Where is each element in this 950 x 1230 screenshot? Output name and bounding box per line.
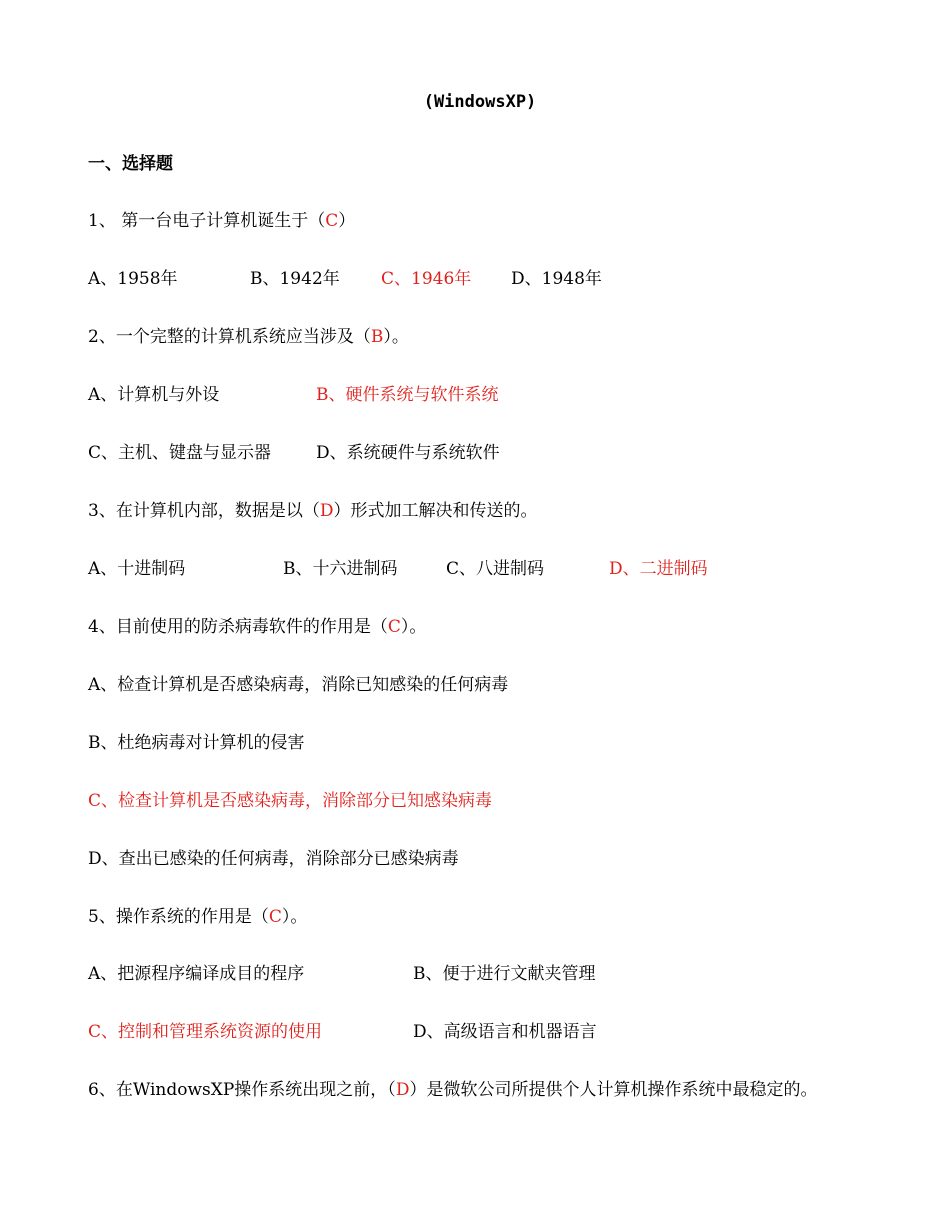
question-1-option-b: B、1942年 xyxy=(250,269,340,289)
question-5-option-a: A、把源程序编译成目的程序 xyxy=(88,964,305,984)
question-5-stem-prefix: 5、操作系统的作用是（ xyxy=(88,907,269,927)
question-2-answer: B xyxy=(370,327,384,347)
question-5-option-d: D、高级语言和机器语言 xyxy=(413,1022,597,1042)
question-1-option-c: C、1946年 xyxy=(381,269,472,289)
question-2-option-c: C、主机、键盘与显示器 xyxy=(88,443,272,463)
question-1-option-d: D、1948年 xyxy=(511,269,602,289)
question-2-option-b: B、硬件系统与软件系统 xyxy=(316,385,499,405)
question-2-option-d: D、系统硬件与系统软件 xyxy=(316,443,500,463)
question-3-stem xyxy=(88,499,537,523)
question-5-option-c: C、控制和管理系统资源的使用 xyxy=(88,1022,323,1042)
section-heading: 一、选择题 xyxy=(88,154,173,174)
question-6-stem xyxy=(88,1078,817,1102)
question-6-stem-suffix: ）是微软公司所提供个人计算机操作系统中最稳定的。 xyxy=(409,1080,818,1100)
question-6-answer: D xyxy=(395,1080,410,1100)
question-4-option-b: B、杜绝病毒对计算机的侵害 xyxy=(88,733,305,753)
question-6-stem-prefix: 6、在WindowsXP操作系统出现之前，（ xyxy=(88,1080,396,1100)
question-1-answer: C xyxy=(325,211,339,231)
question-4-option-c: C、检查计算机是否感染病毒，消除部分已知感染病毒 xyxy=(88,791,493,811)
question-3-answer: D xyxy=(319,501,334,521)
question-4-option-d: D、查出已感染的任何病毒，消除部分已感染病毒 xyxy=(88,849,459,869)
question-2-option-a: A、计算机与外设 xyxy=(88,385,220,405)
question-3-option-b: B、十六进制码 xyxy=(283,559,398,579)
question-4-option-a: A、检查计算机是否感染病毒，消除已知感染的任何病毒 xyxy=(88,675,509,695)
question-1-stem-prefix: 1、 第一台电子计算机诞生于（ xyxy=(88,211,326,231)
question-5-stem xyxy=(88,905,307,929)
document-title: (WindowsXP) xyxy=(423,92,537,112)
question-5-option-b: B、便于进行文献夹管理 xyxy=(413,964,596,984)
question-2-stem-prefix: 2、一个完整的计算机系统应当涉及（ xyxy=(88,327,371,347)
question-1-option-a: A、1958年 xyxy=(88,269,178,289)
question-4-stem-suffix: ）。 xyxy=(400,617,427,637)
question-1-stem xyxy=(88,209,355,233)
question-2-stem xyxy=(88,325,409,349)
question-3-stem-suffix: ）形式加工解决和传送的。 xyxy=(333,501,538,521)
question-3-option-d: D、二进制码 xyxy=(609,559,708,579)
question-4-answer: C xyxy=(387,617,401,637)
question-4-stem-prefix: 4、目前使用的防杀病毒软件的作用是（ xyxy=(88,617,388,637)
question-3-option-c: C、八进制码 xyxy=(446,559,545,579)
question-3-option-a: A、十进制码 xyxy=(88,559,186,579)
question-5-stem-suffix: ）。 xyxy=(281,907,308,927)
question-1-stem-suffix: ） xyxy=(338,211,356,231)
question-2-stem-suffix: ）。 xyxy=(383,327,409,347)
question-4-stem xyxy=(88,615,426,639)
question-3-stem-prefix: 3、在计算机内部，数据是以（ xyxy=(88,501,320,521)
question-5-answer: C xyxy=(268,907,282,927)
